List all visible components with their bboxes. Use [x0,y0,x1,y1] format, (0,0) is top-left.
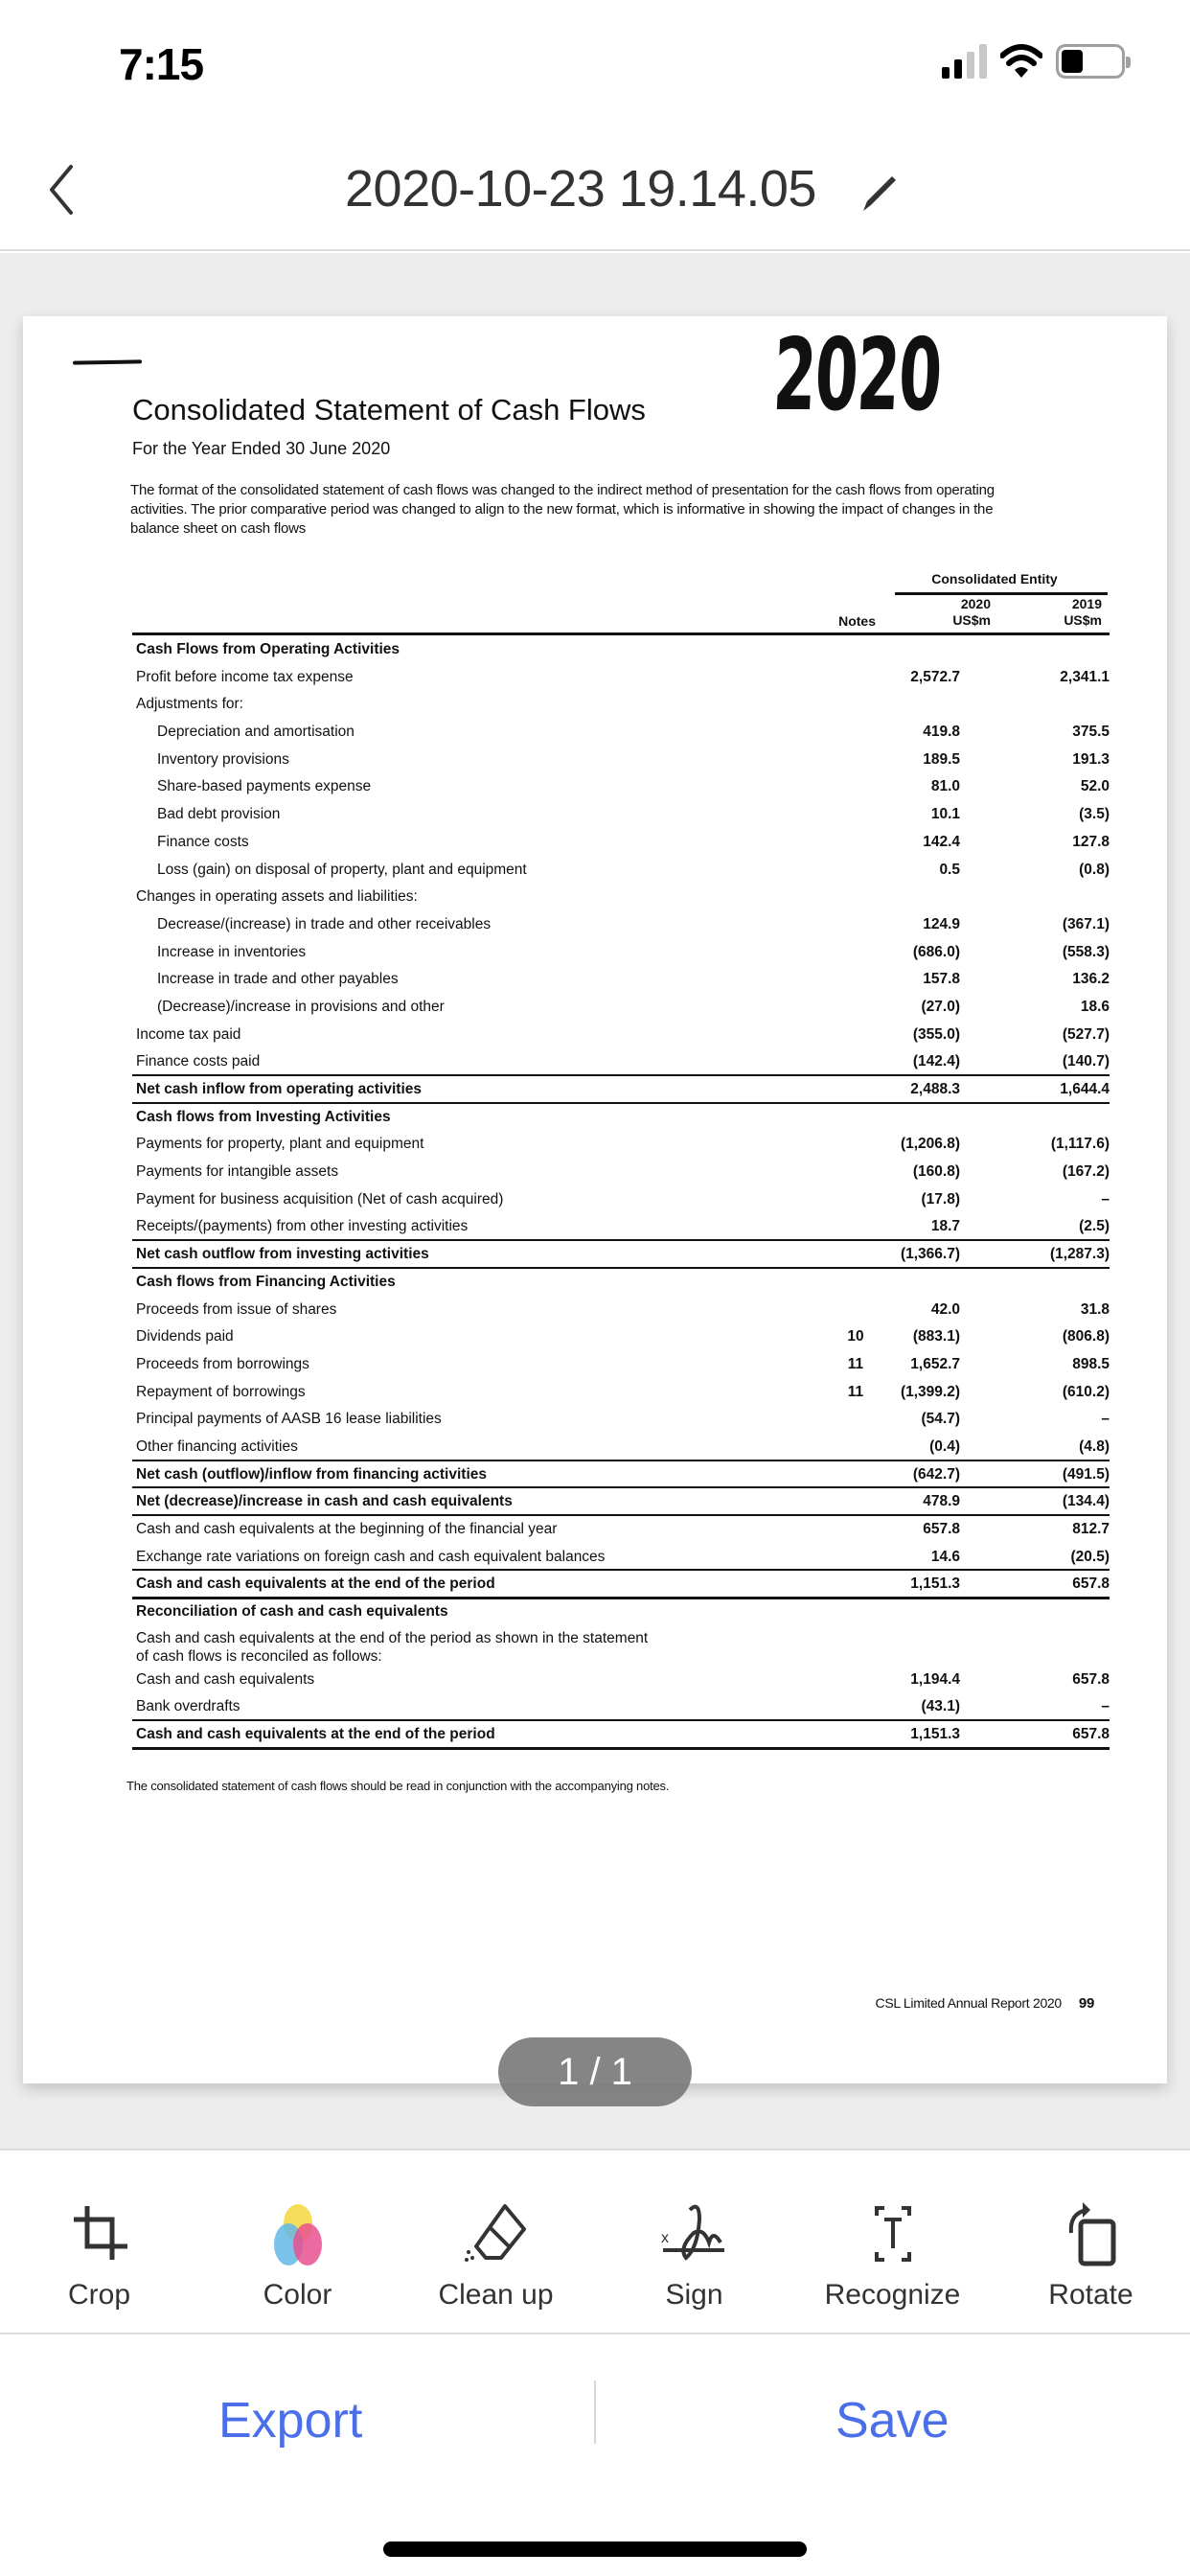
value-2019: 127.8 [1072,833,1110,850]
row-label: Share-based payments expense [157,778,372,795]
col-2019-unit: US$m [1064,612,1102,628]
row-label: Proceeds from issue of shares [136,1300,337,1318]
tool-label: Sign [665,2279,723,2311]
statement-intro: The format of the consolidated statement of cash flows was changed to the indirect method of presentation for the cash flows from operating activities. The prior comparative period was changed to align to the new format, which is informative in showing the impact of changes in the balance sheet on cash flows [130,482,995,537]
value-2020: 14.6 [930,1548,960,1565]
table-row [132,1693,1110,1721]
group-underline [895,592,1108,595]
table-row [132,1667,1110,1694]
row-label: Income tax paid [136,1025,241,1043]
row-label: Cash and cash equivalents at the end of the period [136,1726,495,1743]
value-2020: 157.8 [923,971,960,988]
row-label: Adjustments for: [136,696,243,713]
cash-flow-table [132,636,1110,1749]
rename-button[interactable] [858,172,900,215]
recognize-button[interactable] [793,2150,992,2333]
chevron-left-icon [38,161,86,218]
table-row [132,1131,1110,1159]
signature-icon [661,2200,728,2267]
table-row [132,857,1110,885]
value-2019: – [1101,1698,1110,1715]
value-2019: 31.8 [1080,1300,1110,1318]
handwritten-note: 2020 [770,316,944,433]
value-2019: 191.3 [1072,750,1110,768]
value-2019: (140.7) [1062,1053,1110,1070]
value-2020: 0.5 [939,861,960,878]
value-2020: (686.0) [912,943,960,960]
value-2019: 136.2 [1072,971,1110,988]
battery-icon [1056,44,1125,79]
value-2020: 1,194.4 [910,1670,960,1688]
col-2020-unit: US$m [952,612,991,628]
row-label: Inventory provisions [157,750,289,768]
statement-title: Consolidated Statement of Cash Flows [132,393,646,426]
col-notes-header: Notes [838,613,876,629]
value-2020: 2,488.3 [910,1081,960,1097]
value-2019: 657.8 [1072,1726,1110,1743]
edit-toolbar [0,2149,1190,2334]
value-2019: 52.0 [1080,778,1110,795]
row-label: Cash Flows from Operating Activities [136,641,400,657]
row-label: Increase in trade and other payables [157,971,399,988]
save-button[interactable]: Save [835,2393,950,2449]
table-row [132,1598,1110,1626]
value-2020: 10.1 [930,806,960,823]
nav-bar [0,125,1190,251]
value-2019: (806.8) [1062,1328,1110,1346]
table-row-subtotal [132,1488,1110,1516]
color-button[interactable] [198,2150,397,2333]
document-page [23,316,1167,2083]
table-row [132,664,1110,692]
value-2020: 124.9 [923,915,960,932]
status-time: 7:15 [119,39,204,89]
value-2019: (610.2) [1062,1383,1110,1400]
table-row [132,884,1110,911]
tool-label: Crop [67,2279,131,2311]
value-2020: (883.1) [912,1328,960,1346]
cellular-signal-icon [942,44,987,79]
row-label: Cash and cash equivalents at the end of the period [136,1576,495,1593]
value-2020: 18.7 [930,1218,960,1235]
rotate-button[interactable] [992,2150,1190,2333]
table-row-subtotal [132,1076,1110,1104]
value-2020: (17.8) [921,1190,960,1208]
export-button[interactable]: Export [218,2393,363,2449]
value-2020: (142.4) [912,1053,960,1070]
value-2020: (642.7) [912,1465,960,1483]
table-row [132,1159,1110,1186]
row-label: Dividends paid [136,1328,234,1346]
value-2020: (43.1) [921,1698,960,1715]
eraser-icon [463,2200,530,2267]
tool-label: Clean up [438,2279,554,2311]
row-label: Finance costs [157,833,249,850]
row-label: Net (decrease)/increase in cash and cash equivalents [136,1493,513,1510]
row-label: Finance costs paid [136,1053,261,1070]
header-rule [132,632,1110,635]
row-label: Net cash (outflow)/inflow from financing activities [136,1465,487,1483]
col-2019-header [1016,596,1102,629]
value-2020: (0.4) [929,1438,960,1455]
table-row-total [132,1571,1110,1598]
tool-label: Color [263,2279,332,2311]
table-row [132,1022,1110,1049]
table-row [132,1297,1110,1324]
table-row [132,747,1110,774]
row-label: Cash and cash equivalents at the beginning of the financial year [136,1521,558,1537]
table-row [132,1626,1110,1667]
row-label: Decrease/(increase) in trade and other receivables [157,915,492,932]
value-2020: (1,366.7) [900,1246,960,1263]
report-name: CSL Limited Annual Report 2020 [875,1995,1062,2011]
table-row [132,719,1110,747]
value-2019: – [1101,1190,1110,1208]
row-label: (Decrease)/increase in provisions and other [157,998,445,1015]
table-row-total [132,1721,1110,1749]
table-row [132,994,1110,1022]
value-2019: (134.4) [1062,1493,1110,1510]
statement-subtitle: For the Year Ended 30 June 2020 [132,439,391,458]
value-2020: (160.8) [912,1163,960,1181]
row-label: Loss (gain) on disposal of property, plant and equipment [157,861,527,878]
home-indicator[interactable] [383,2542,807,2557]
value-2019: (1,287.3) [1049,1246,1110,1263]
crop-button[interactable] [0,2150,198,2333]
table-row [132,911,1110,939]
value-2019: (4.8) [1079,1438,1110,1455]
page-number: 99 [1078,1995,1094,2012]
color-icon [264,2200,332,2267]
row-label: Increase in inventories [157,943,307,960]
value-2019: (167.2) [1062,1163,1110,1181]
value-2019: 375.5 [1072,724,1110,741]
clean-up-button[interactable] [397,2150,595,2333]
statement-footnote: The consolidated statement of cash flows should be read in conjunction with the accompanying notes. [126,1779,670,1793]
action-divider [594,2380,596,2444]
value-2020: 1,151.3 [910,1576,960,1593]
row-label: Bank overdrafts [136,1698,240,1715]
value-2019: 657.8 [1072,1670,1110,1688]
row-label: Bad debt provision [157,806,281,823]
value-2020: (27.0) [921,998,960,1015]
sign-button[interactable] [595,2150,793,2333]
value-2019: (3.5) [1079,806,1110,823]
value-2020: 142.4 [923,833,960,850]
tool-label: Recognize [824,2279,961,2311]
row-label: Depreciation and amortisation [157,724,355,741]
table-row [132,939,1110,967]
table-row [132,1186,1110,1214]
value-2019: 1,644.4 [1060,1081,1110,1097]
col-2019-year: 2019 [1071,596,1102,611]
value-2020: 189.5 [923,750,960,768]
value-2020: 478.9 [923,1493,960,1510]
value-2020: 1,151.3 [910,1726,960,1743]
value-2019: 812.7 [1072,1521,1110,1537]
table-row [132,1516,1110,1544]
table-row [132,636,1110,664]
table-row [132,1269,1110,1297]
page-indicator: 1 / 1 [498,2037,692,2106]
value-2019: (1,117.6) [1050,1136,1110,1153]
table-row-subtotal [132,1461,1110,1489]
row-label: Net cash outflow from investing activities [136,1246,429,1263]
table-row [132,801,1110,829]
row-label: Repayment of borrowings [136,1383,306,1400]
status-bar [0,0,1190,125]
value-2019: (558.3) [1062,943,1110,960]
table-row [132,1406,1110,1434]
table-row [132,1048,1110,1076]
note-ref: 11 [847,1383,864,1400]
table-row [132,829,1110,857]
row-label: Payments for property, plant and equipment [136,1136,424,1153]
table-row [132,1379,1110,1407]
row-label: Profit before income tax expense [136,668,354,685]
status-icons [942,44,1125,79]
row-label-line2: of cash flows is reconciled as follows: [136,1647,382,1665]
crop-icon [66,2200,133,2267]
table-row [132,691,1110,719]
value-2020: 42.0 [930,1300,960,1318]
table-row [132,773,1110,801]
row-label: Other financing activities [136,1438,298,1455]
tool-label: Rotate [1048,2279,1133,2311]
value-2019: (0.8) [1079,861,1110,878]
value-2019: (367.1) [1062,915,1110,932]
value-2020: (54.7) [921,1411,960,1428]
col-group-header: Consolidated Entity [931,571,1058,586]
row-label: Cash and cash equivalents [136,1670,315,1688]
row-label: Exchange rate variations on foreign cash and cash equivalent balances [136,1548,606,1565]
table-row [132,966,1110,994]
document-viewer[interactable] [0,253,1190,2149]
back-button[interactable] [38,161,86,218]
action-bar [0,2334,1190,2576]
value-2019: (527.7) [1062,1025,1110,1043]
value-2019: (491.5) [1062,1465,1110,1483]
note-ref: 11 [847,1355,864,1372]
row-label-line1: Cash and cash equivalents at the end of the period as shown in the statement [136,1629,649,1646]
value-2020: (1,399.2) [900,1383,960,1400]
value-2020: 419.8 [923,724,960,741]
value-2019: – [1101,1411,1110,1428]
row-label: Net cash inflow from operating activities [136,1081,423,1097]
row-label: Payment for business acquisition (Net of cash acquired) [136,1190,504,1208]
page-footer [876,1995,1094,2012]
row-label: Cash flows from Financing Activities [136,1273,396,1290]
value-2020: 1,652.7 [910,1355,960,1372]
value-2019: (2.5) [1079,1218,1110,1235]
wifi-icon [1000,44,1042,79]
table-row [132,1544,1110,1572]
value-2019: 2,341.1 [1060,668,1110,685]
value-2020: (355.0) [912,1025,960,1043]
pencil-icon [858,172,900,215]
table-row-subtotal [132,1241,1110,1269]
value-2019: 657.8 [1072,1576,1110,1593]
value-2020: 657.8 [923,1521,960,1537]
row-label: Proceeds from borrowings [136,1355,309,1372]
row-label: Cash flows from Investing Activities [136,1108,391,1125]
col-2020-header [904,596,991,629]
table-row [132,1213,1110,1241]
rotate-icon [1058,2200,1125,2267]
col-2020-year: 2020 [960,596,991,611]
table-row [132,1351,1110,1379]
table-row [132,1104,1110,1132]
value-2019: 18.6 [1080,998,1110,1015]
row-label: Payments for intangible assets [136,1163,339,1181]
row-label: Principal payments of AASB 16 lease liabilities [136,1411,442,1428]
document-title[interactable]: 2020-10-23 19.14.05 [345,160,816,218]
row-label: Changes in operating assets and liabilities: [136,888,418,906]
table-row [132,1434,1110,1461]
row-label [136,1629,648,1666]
row-label: Receipts/(payments) from other investing activities [136,1218,469,1235]
row-label: Reconciliation of cash and cash equivalents [136,1603,448,1621]
note-ref: 10 [847,1328,864,1346]
table-row [132,1323,1110,1351]
text-recognize-icon [859,2200,927,2267]
value-2020: 2,572.7 [910,668,960,685]
value-2019: (20.5) [1070,1548,1110,1565]
pen-mark [73,359,142,364]
value-2019: 898.5 [1072,1355,1110,1372]
value-2020: (1,206.8) [900,1136,960,1153]
svg-text:x: x [660,2230,669,2246]
value-2020: 81.0 [930,778,960,795]
